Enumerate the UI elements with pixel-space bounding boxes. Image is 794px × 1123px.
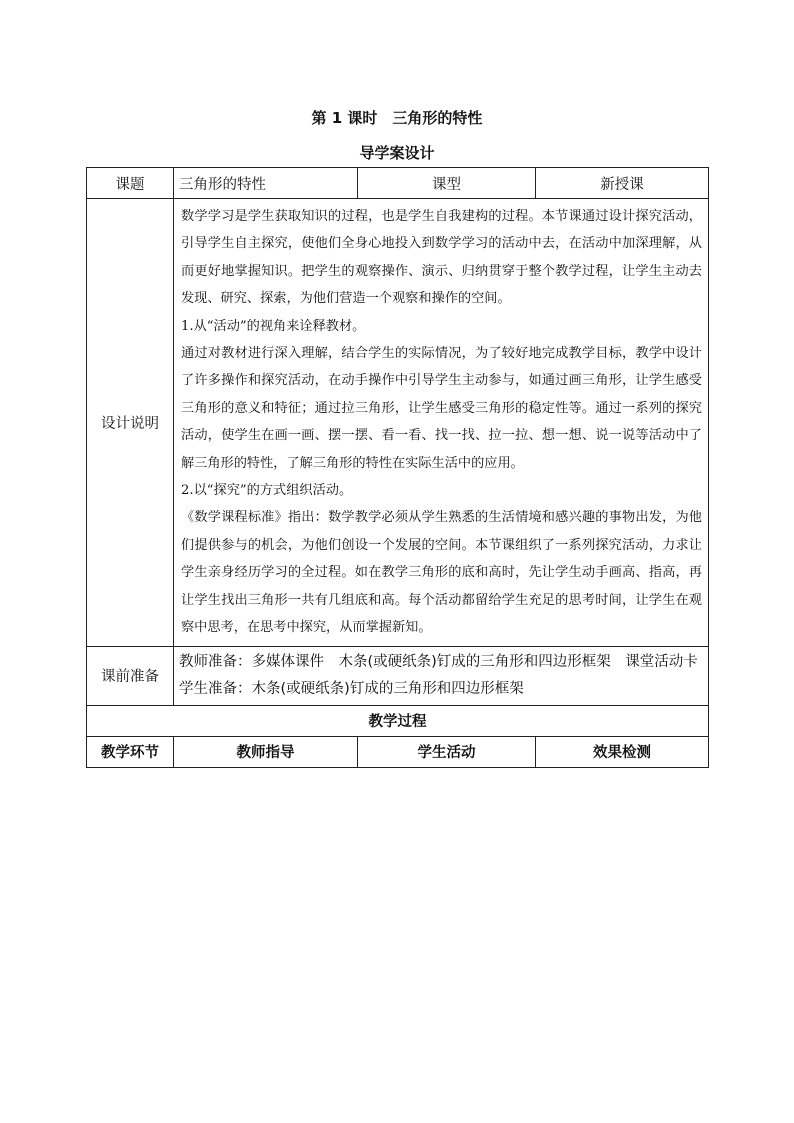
process-title-row <box>87 705 709 736</box>
design-row <box>87 199 709 647</box>
lesson-title: 第 1 课时 三角形的特性 <box>311 109 483 127</box>
preparation-row <box>87 646 709 705</box>
column-stage: 教学环节 <box>87 736 174 767</box>
process-title: 教学过程 <box>87 705 709 736</box>
header-row <box>87 168 709 199</box>
process-columns-row <box>87 736 709 767</box>
teacher-preparation: 教师准备：多媒体课件 木条(或硬纸条)钉成的三角形和四边形框架 课堂活动卡 <box>179 653 698 670</box>
section-title: 导学案设计 <box>359 144 435 162</box>
preparation-content <box>174 646 709 705</box>
column-student-activity: 学生活动 <box>358 736 536 767</box>
student-preparation: 学生准备：木条(或硬纸条)钉成的三角形和四边形框架 <box>179 680 524 697</box>
lesson-plan-table <box>86 167 709 768</box>
preparation-label: 课前准备 <box>87 646 174 705</box>
design-content <box>174 199 709 647</box>
type-label: 课型 <box>358 168 536 199</box>
topic-label: 课题 <box>87 168 174 199</box>
topic-value: 三角形的特性 <box>174 168 358 199</box>
design-heading-activity: 1.从“活动”的视角来诠释教材。 <box>181 318 366 334</box>
column-effect-check: 效果检测 <box>536 736 709 767</box>
design-paragraph: 通过对教材进行深入理解，结合学生的实际情况，为了较好地完成教学目标，教学中设计了许多操作和探究活动，在动手操作中引导学生主动参与，如通过画三角形，让学生感受三角形的意义和特征；通过拉三角形，让学生感受三角形的稳定性等。通过一系列的探究活动，使学生在画一画、摆一摆、看一看、找一找、拉一拉、想一想、说一说等活动中了解三角形的特性，了解三角形的特性在实际生活中的应用。 <box>181 346 702 471</box>
design-heading-explore: 2.以“探究”的方式组织活动。 <box>181 483 353 499</box>
design-paragraph: 《数学课程标准》指出：数学教学必须从学生熟悉的生活情境和感兴趣的事物出发，为他们提供参与的机会，为他们创设一个发展的空间。本节课组织了一系列探究活动，力求让学生亲身经历学习的全过程。如在教学三角形的底和高时，先让学生动手画高、指高，再让学生找出三角形一共有几组底和高。每个活动都留给学生充足的思考时间，让学生在观察中思考，在思考中探究，从而掌握新知。 <box>181 510 702 636</box>
type-value: 新授课 <box>536 168 709 199</box>
column-teacher-guidance: 教师指导 <box>174 736 358 767</box>
design-paragraph: 数学学习是学生获取知识的过程，也是学生自我建构的过程。本节课通过设计探究活动，引导学生自主探究，使他们全身心地投入到数学学习的活动中去，在活动中加深理解，从而更好地掌握知识。把学生的观察操作、演示、归纳贯穿于整个教学过程，让学生主动去发现、研究、探索，为他们营造一个观察和操作的空间。 <box>181 209 702 307</box>
design-label: 设计说明 <box>87 199 174 647</box>
